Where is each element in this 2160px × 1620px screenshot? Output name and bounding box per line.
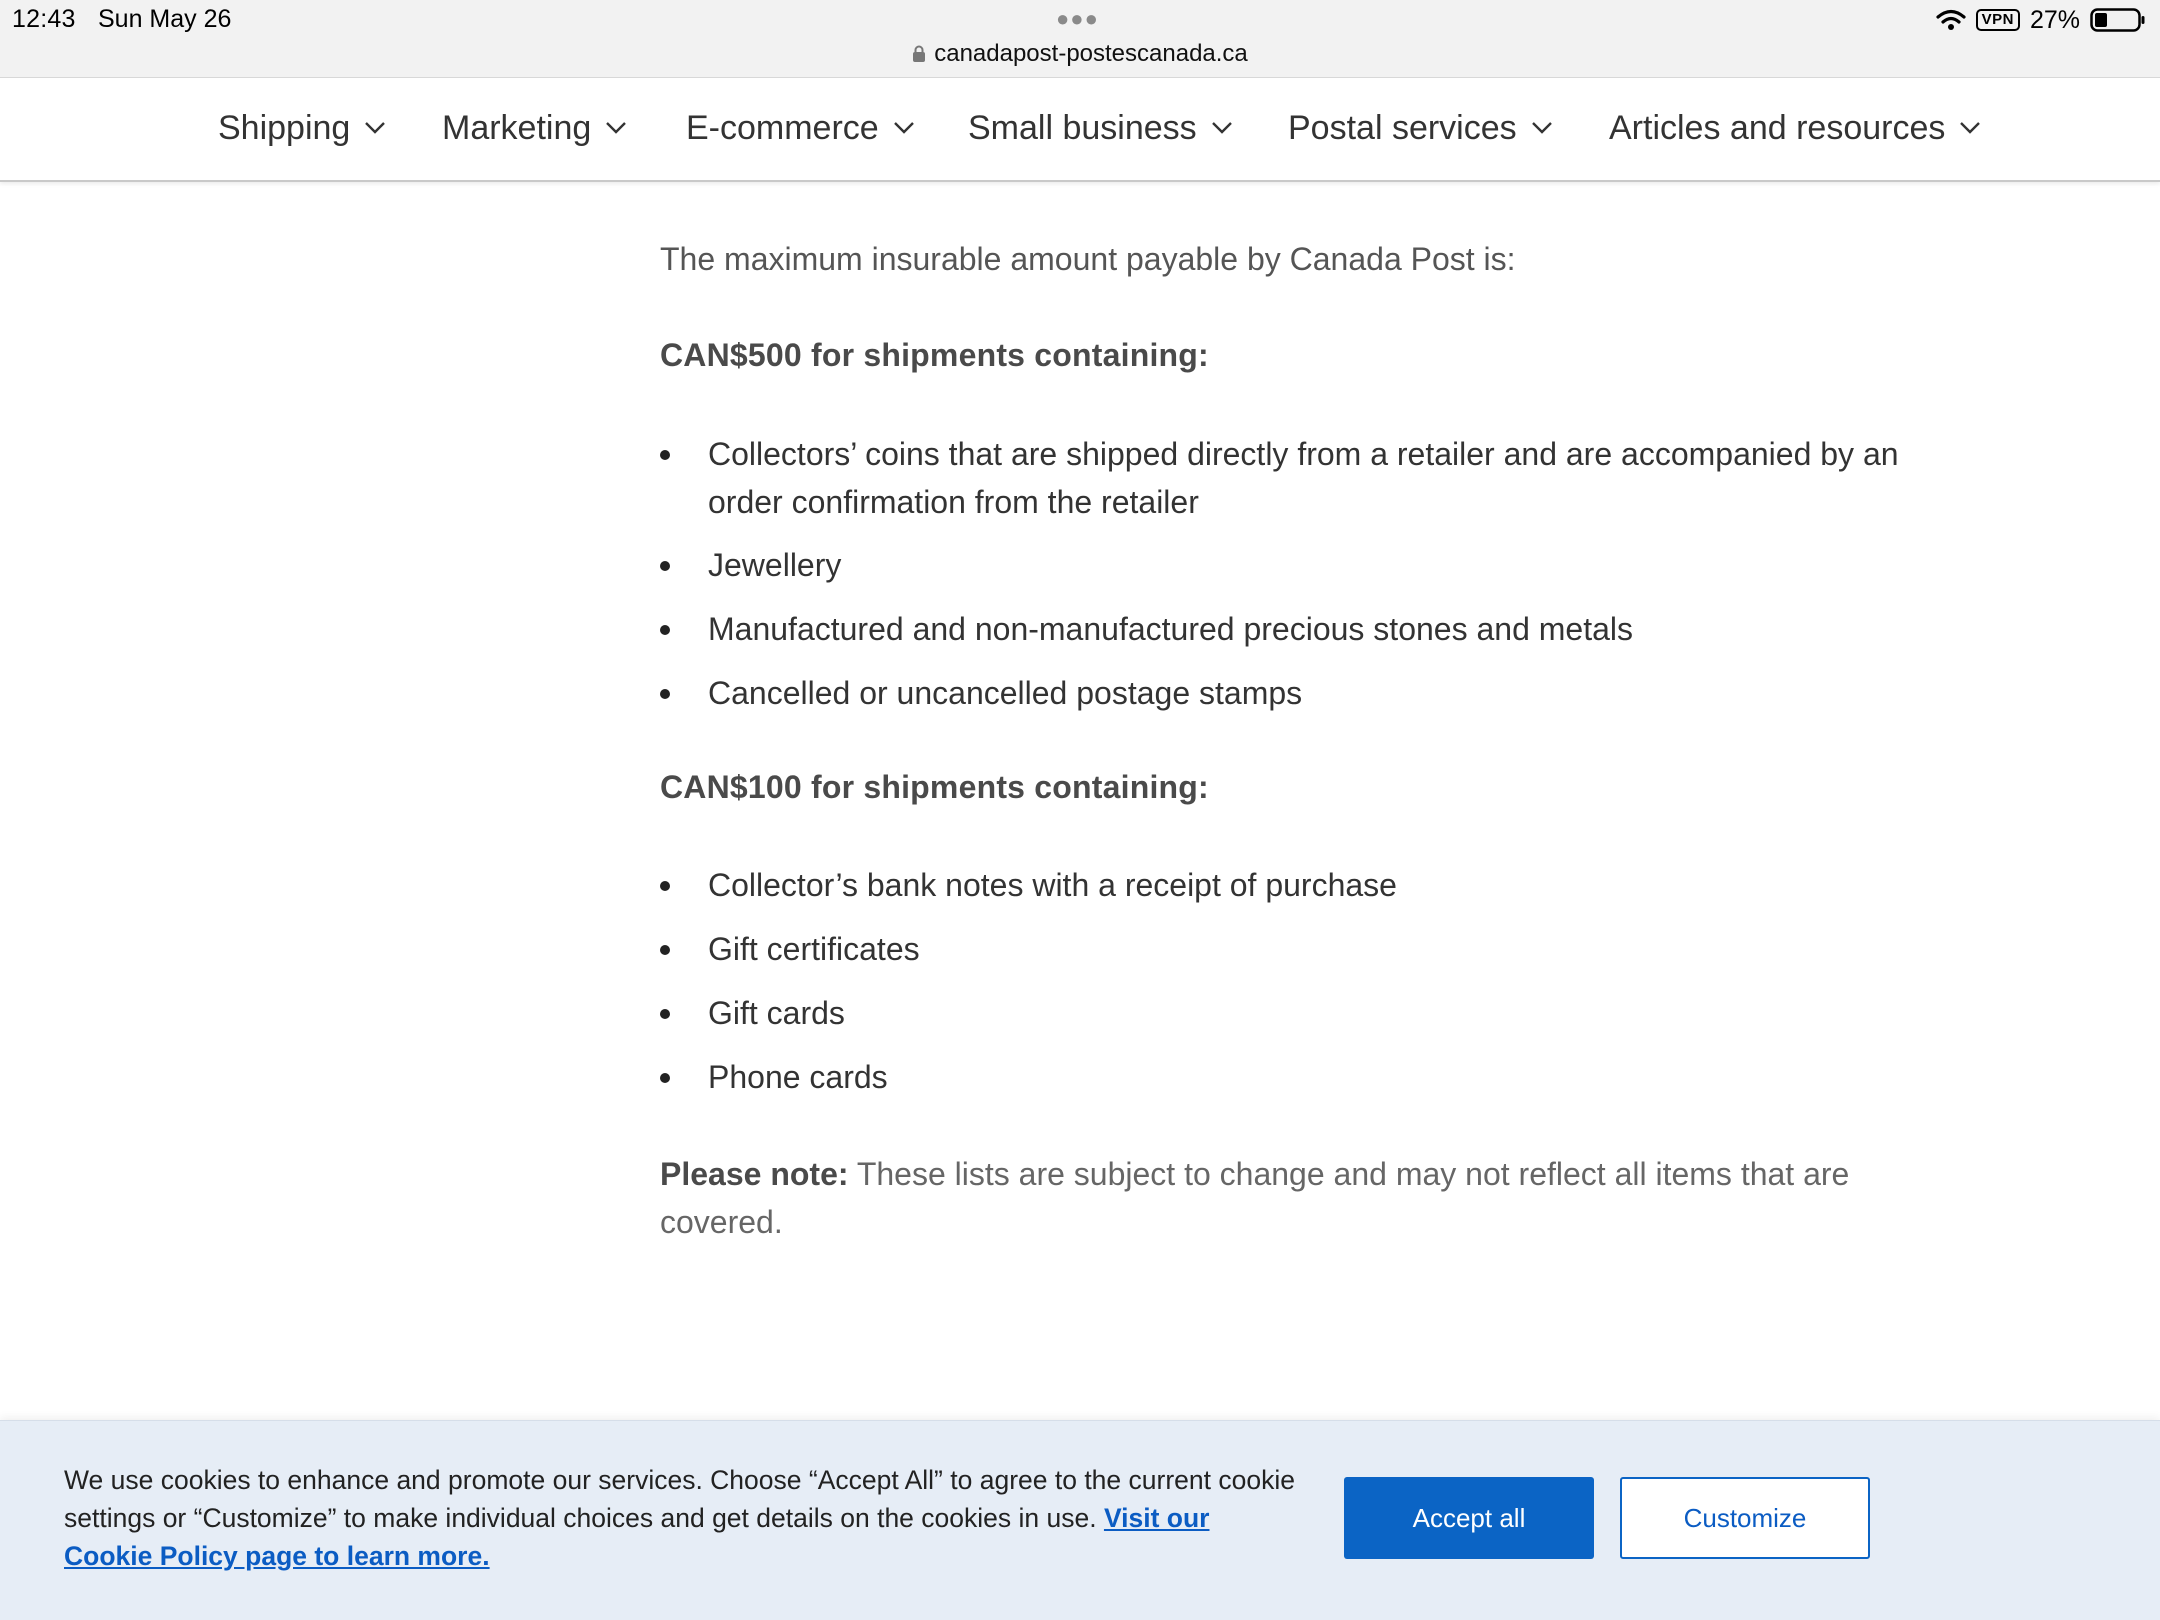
vpn-badge: VPN	[1976, 9, 2020, 31]
nav-item-label: E-commerce	[686, 108, 879, 147]
note-text: These lists are subject to change and may not reflect all items that are covered.	[660, 1156, 1850, 1240]
nav-item-shipping[interactable]	[218, 106, 386, 150]
nav-item-articles-resources[interactable]	[1609, 106, 1981, 150]
accept-all-button[interactable]: Accept all	[1344, 1477, 1594, 1559]
multitasking-dots-icon[interactable]: ●●●	[1056, 6, 1099, 31]
cookie-banner	[0, 1420, 2160, 1620]
list-item-text: Cancelled or uncancelled postage stamps	[708, 675, 1303, 711]
note-paragraph	[660, 1150, 1950, 1246]
list-item	[660, 925, 1950, 973]
nav-item-label: Shipping	[218, 108, 351, 147]
nav-item-postal-services[interactable]	[1288, 106, 1553, 150]
wifi-icon	[1936, 9, 1966, 31]
battery-icon	[2090, 8, 2146, 32]
status-bar	[0, 0, 2160, 78]
cookie-text: We use cookies to enhance and promote our services. Choose “Accept All” to agree to the current cookie settings or “Customize” to make individual choices and get details on the cookies in use.	[64, 1465, 1295, 1533]
status-indicators	[1936, 4, 2146, 36]
nav-item-marketing[interactable]	[442, 106, 627, 150]
bullet-icon	[660, 625, 670, 635]
list-item	[660, 430, 1950, 526]
status-time: 12:43	[12, 5, 76, 33]
address-bar[interactable]	[0, 40, 2160, 68]
list-item	[660, 541, 1950, 589]
bullet-icon	[660, 689, 670, 699]
bullet-icon	[660, 1009, 670, 1019]
list-item-text: Gift certificates	[708, 931, 920, 967]
list-item	[660, 861, 1950, 909]
list-item	[660, 669, 1950, 717]
cookie-policy-link[interactable]: Visit our Cookie Policy page to learn more.	[64, 1503, 1210, 1571]
customize-button[interactable]: Customize	[1620, 1477, 1870, 1559]
nav-item-small-business[interactable]	[968, 106, 1233, 150]
section-heading-500: CAN$500 for shipments containing:	[660, 337, 1209, 373]
list-item	[660, 989, 1950, 1037]
nav-item-label: Small business	[968, 108, 1197, 147]
battery-percent: 27%	[2029, 5, 2080, 34]
lock-icon	[912, 45, 926, 63]
list-item-text: Phone cards	[708, 1059, 888, 1095]
chevron-down-icon	[893, 121, 915, 135]
bullet-icon	[660, 945, 670, 955]
list-item-text: Collectors’ coins that are shipped directly from a retailer and are accompanied by an order confirmation from the retailer	[708, 436, 1899, 520]
nav-item-label: Marketing	[442, 108, 592, 147]
chevron-down-icon	[1959, 121, 1981, 135]
chevron-down-icon	[605, 121, 627, 135]
url-text: canadapost-postescanada.ca	[934, 40, 1248, 67]
nav-item-label: Postal services	[1288, 108, 1517, 147]
bullet-icon	[660, 1073, 670, 1083]
list-item-text: Gift cards	[708, 995, 845, 1031]
list-item-text: Jewellery	[708, 547, 842, 583]
intro-paragraph: The maximum insurable amount payable by Canada Post is:	[660, 241, 1516, 277]
chevron-down-icon	[1211, 121, 1233, 135]
bullet-icon	[660, 881, 670, 891]
list-item-text: Collector’s bank notes with a receipt of purchase	[708, 867, 1397, 903]
section-heading-100: CAN$100 for shipments containing:	[660, 769, 1209, 805]
list-item-text: Manufactured and non-manufactured precious stones and metals	[708, 611, 1633, 647]
chevron-down-icon	[1531, 121, 1553, 135]
note-label: Please note:	[660, 1156, 849, 1192]
cookie-message	[64, 1461, 1304, 1575]
chevron-down-icon	[364, 121, 386, 135]
list-item	[660, 1053, 1950, 1101]
bullet-icon	[660, 450, 670, 460]
nav-item-label: Articles and resources	[1609, 108, 1946, 147]
list-item	[660, 605, 1950, 653]
bullet-icon	[660, 561, 670, 571]
status-date: Sun May 26	[98, 5, 232, 33]
main-nav	[0, 78, 2160, 182]
nav-item-ecommerce[interactable]	[686, 106, 915, 150]
